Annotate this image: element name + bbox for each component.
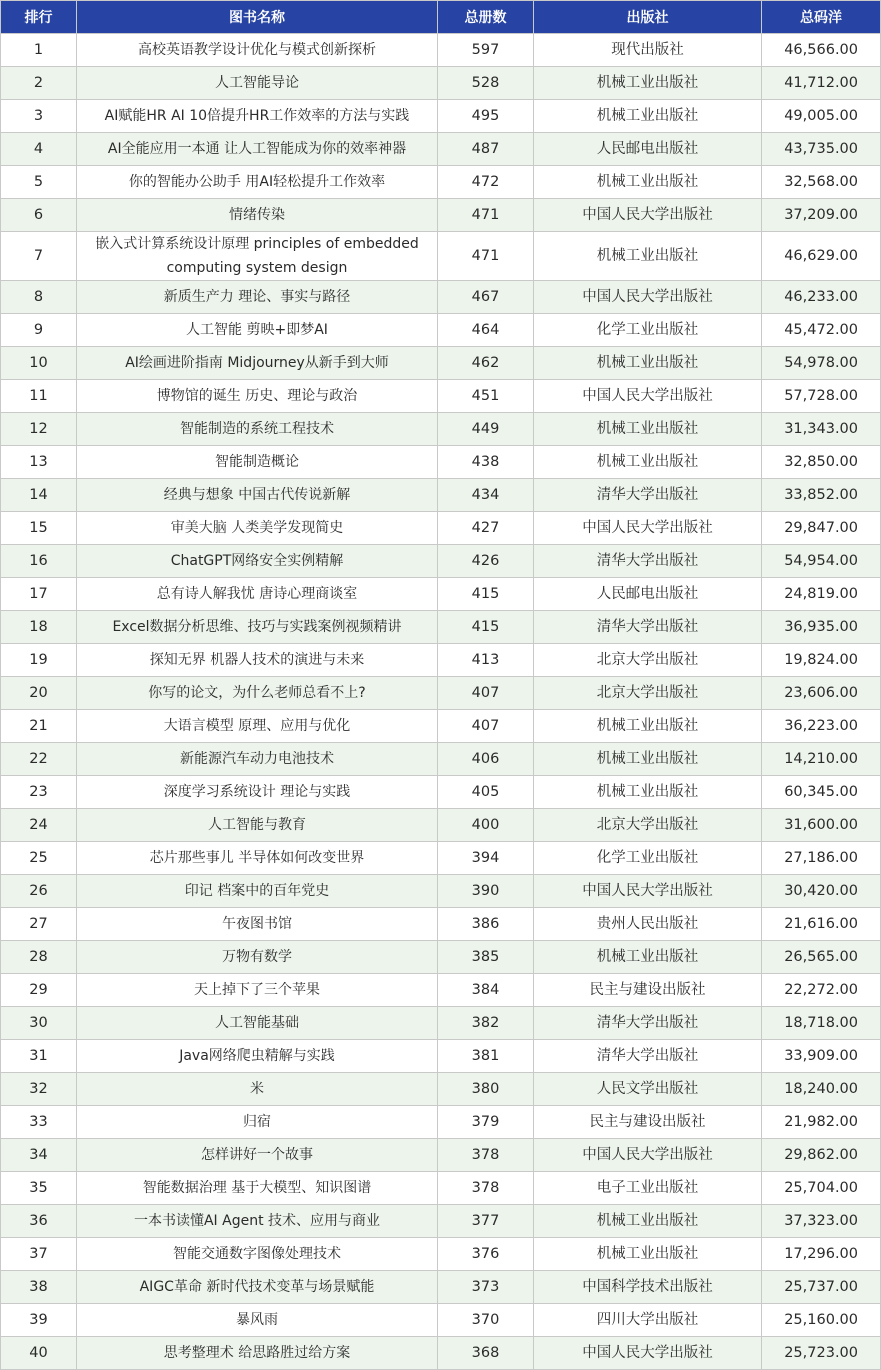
cell-publisher: 机械工业出版社 [534,710,762,743]
cell-title: 审美大脑 人类美学发现简史 [77,512,438,545]
cell-rank: 23 [1,776,77,809]
cell-total-price: 37,209.00 [762,199,881,232]
cell-total-price: 37,323.00 [762,1205,881,1238]
table-row [1,479,881,512]
table-row [1,1271,881,1304]
cell-rank: 40 [1,1337,77,1370]
cell-title: ChatGPT网络安全实例精解 [77,545,438,578]
table-row [1,743,881,776]
cell-title: 智能交通数字图像处理技术 [77,1238,438,1271]
cell-rank: 11 [1,380,77,413]
cell-publisher: 人民文学出版社 [534,1073,762,1106]
cell-title: 人工智能导论 [77,67,438,100]
cell-total-price: 26,565.00 [762,941,881,974]
cell-rank: 15 [1,512,77,545]
cell-publisher: 清华大学出版社 [534,545,762,578]
cell-rank: 22 [1,743,77,776]
cell-volumes: 426 [438,545,534,578]
cell-rank: 38 [1,1271,77,1304]
cell-title: 探知无界 机器人技术的演进与未来 [77,644,438,677]
table-row [1,677,881,710]
cell-publisher: 北京大学出版社 [534,644,762,677]
cell-rank: 1 [1,34,77,67]
table-row [1,67,881,100]
cell-publisher: 人民邮电出版社 [534,578,762,611]
cell-rank: 8 [1,281,77,314]
cell-total-price: 30,420.00 [762,875,881,908]
cell-publisher: 机械工业出版社 [534,743,762,776]
cell-volumes: 379 [438,1106,534,1139]
cell-total-price: 29,847.00 [762,512,881,545]
cell-publisher: 民主与建设出版社 [534,974,762,1007]
cell-total-price: 33,852.00 [762,479,881,512]
cell-publisher: 现代出版社 [534,34,762,67]
table-row [1,1304,881,1337]
cell-volumes: 495 [438,100,534,133]
cell-publisher: 清华大学出版社 [534,1007,762,1040]
cell-publisher: 四川大学出版社 [534,1304,762,1337]
cell-publisher: 机械工业出版社 [534,1238,762,1271]
cell-publisher: 机械工业出版社 [534,941,762,974]
table-row [1,1139,881,1172]
cell-rank: 17 [1,578,77,611]
cell-title: 思考整理术 给思路胜过给方案 [77,1337,438,1370]
cell-title: 智能制造的系统工程技术 [77,413,438,446]
cell-title: 人工智能基础 [77,1007,438,1040]
cell-rank: 31 [1,1040,77,1073]
cell-publisher: 机械工业出版社 [534,166,762,199]
cell-title: 暴风雨 [77,1304,438,1337]
cell-volumes: 378 [438,1139,534,1172]
cell-volumes: 415 [438,578,534,611]
cell-publisher: 机械工业出版社 [534,776,762,809]
cell-publisher: 化学工业出版社 [534,842,762,875]
table-header [1,1,881,34]
table-row [1,710,881,743]
cell-total-price: 43,735.00 [762,133,881,166]
cell-volumes: 373 [438,1271,534,1304]
table-row [1,380,881,413]
cell-title: 智能制造概论 [77,446,438,479]
cell-volumes: 390 [438,875,534,908]
cell-rank: 18 [1,611,77,644]
cell-publisher: 机械工业出版社 [534,446,762,479]
cell-publisher: 中国人民大学出版社 [534,1139,762,1172]
cell-volumes: 378 [438,1172,534,1205]
cell-total-price: 14,210.00 [762,743,881,776]
cell-publisher: 清华大学出版社 [534,611,762,644]
cell-publisher: 北京大学出版社 [534,809,762,842]
cell-volumes: 434 [438,479,534,512]
cell-publisher: 中国人民大学出版社 [534,1337,762,1370]
cell-total-price: 36,935.00 [762,611,881,644]
cell-volumes: 394 [438,842,534,875]
table-row [1,199,881,232]
cell-volumes: 384 [438,974,534,1007]
cell-title: 你写的论文，为什么老师总看不上? [77,677,438,710]
cell-rank: 20 [1,677,77,710]
table-row [1,545,881,578]
table-row [1,133,881,166]
cell-rank: 37 [1,1238,77,1271]
cell-rank: 34 [1,1139,77,1172]
cell-rank: 26 [1,875,77,908]
table-row [1,1040,881,1073]
cell-publisher: 机械工业出版社 [534,232,762,281]
cell-total-price: 32,850.00 [762,446,881,479]
table-row [1,1073,881,1106]
cell-total-price: 27,186.00 [762,842,881,875]
cell-rank: 21 [1,710,77,743]
cell-publisher: 电子工业出版社 [534,1172,762,1205]
table-row [1,611,881,644]
cell-publisher: 中国人民大学出版社 [534,875,762,908]
cell-volumes: 462 [438,347,534,380]
table-row [1,512,881,545]
cell-total-price: 18,240.00 [762,1073,881,1106]
cell-total-price: 23,606.00 [762,677,881,710]
cell-rank: 28 [1,941,77,974]
table-row [1,1172,881,1205]
cell-total-price: 18,718.00 [762,1007,881,1040]
cell-rank: 14 [1,479,77,512]
cell-title: 人工智能与教育 [77,809,438,842]
cell-rank: 25 [1,842,77,875]
cell-title: 你的智能办公助手 用AI轻松提升工作效率 [77,166,438,199]
cell-publisher: 中国人民大学出版社 [534,281,762,314]
cell-volumes: 597 [438,34,534,67]
cell-total-price: 32,568.00 [762,166,881,199]
cell-total-price: 25,737.00 [762,1271,881,1304]
cell-title: 午夜图书馆 [77,908,438,941]
cell-rank: 19 [1,644,77,677]
cell-total-price: 46,566.00 [762,34,881,67]
cell-total-price: 57,728.00 [762,380,881,413]
cell-rank: 33 [1,1106,77,1139]
cell-publisher: 清华大学出版社 [534,479,762,512]
table-body [1,34,881,1370]
cell-publisher: 北京大学出版社 [534,677,762,710]
cell-volumes: 386 [438,908,534,941]
cell-title: 博物馆的诞生 历史、理论与政治 [77,380,438,413]
cell-publisher: 机械工业出版社 [534,413,762,446]
cell-total-price: 21,982.00 [762,1106,881,1139]
cell-total-price: 36,223.00 [762,710,881,743]
cell-volumes: 449 [438,413,534,446]
cell-volumes: 438 [438,446,534,479]
cell-title: 米 [77,1073,438,1106]
cell-volumes: 385 [438,941,534,974]
cell-publisher: 中国人民大学出版社 [534,199,762,232]
table-row [1,100,881,133]
table-row [1,232,881,281]
cell-volumes: 377 [438,1205,534,1238]
cell-title: AI赋能HR AI 10倍提升HR工作效率的方法与实践 [77,100,438,133]
cell-total-price: 46,233.00 [762,281,881,314]
cell-publisher: 中国人民大学出版社 [534,512,762,545]
cell-title: 经典与想象 中国古代传说新解 [77,479,438,512]
cell-total-price: 49,005.00 [762,100,881,133]
cell-title: 大语言模型 原理、应用与优化 [77,710,438,743]
cell-rank: 27 [1,908,77,941]
cell-rank: 16 [1,545,77,578]
table-row [1,1007,881,1040]
cell-title: 总有诗人解我忧 唐诗心理商谈室 [77,578,438,611]
cell-volumes: 380 [438,1073,534,1106]
cell-total-price: 22,272.00 [762,974,881,1007]
table-row [1,809,881,842]
cell-rank: 13 [1,446,77,479]
cell-rank: 36 [1,1205,77,1238]
cell-volumes: 370 [438,1304,534,1337]
table-row [1,347,881,380]
cell-total-price: 54,954.00 [762,545,881,578]
cell-publisher: 机械工业出版社 [534,1205,762,1238]
cell-volumes: 400 [438,809,534,842]
cell-total-price: 25,160.00 [762,1304,881,1337]
cell-total-price: 24,819.00 [762,578,881,611]
table-row [1,776,881,809]
table-row [1,1106,881,1139]
cell-rank: 10 [1,347,77,380]
cell-total-price: 41,712.00 [762,67,881,100]
cell-total-price: 45,472.00 [762,314,881,347]
cell-title: 新质生产力 理论、事实与路径 [77,281,438,314]
cell-publisher: 民主与建设出版社 [534,1106,762,1139]
cell-volumes: 451 [438,380,534,413]
header-rank: 排行 [1,1,77,34]
cell-volumes: 413 [438,644,534,677]
table-row [1,908,881,941]
cell-rank: 12 [1,413,77,446]
cell-title: 印记 档案中的百年党史 [77,875,438,908]
cell-publisher: 人民邮电出版社 [534,133,762,166]
table-row [1,974,881,1007]
cell-total-price: 33,909.00 [762,1040,881,1073]
cell-volumes: 528 [438,67,534,100]
cell-total-price: 21,616.00 [762,908,881,941]
cell-total-price: 17,296.00 [762,1238,881,1271]
table-row [1,34,881,67]
cell-total-price: 25,723.00 [762,1337,881,1370]
cell-volumes: 406 [438,743,534,776]
cell-title: 人工智能 剪映+即梦AI [77,314,438,347]
table-row [1,446,881,479]
cell-volumes: 407 [438,677,534,710]
header-volumes: 总册数 [438,1,534,34]
cell-volumes: 368 [438,1337,534,1370]
cell-rank: 6 [1,199,77,232]
table-row [1,1205,881,1238]
table-row [1,578,881,611]
table-row [1,644,881,677]
cell-rank: 9 [1,314,77,347]
cell-volumes: 405 [438,776,534,809]
cell-total-price: 25,704.00 [762,1172,881,1205]
cell-volumes: 382 [438,1007,534,1040]
cell-total-price: 19,824.00 [762,644,881,677]
cell-title: AI全能应用一本通 让人工智能成为你的效率神器 [77,133,438,166]
cell-title: 一本书读懂AI Agent 技术、应用与商业 [77,1205,438,1238]
cell-publisher: 中国科学技术出版社 [534,1271,762,1304]
cell-title: 天上掉下了三个苹果 [77,974,438,1007]
cell-publisher: 机械工业出版社 [534,100,762,133]
cell-publisher: 化学工业出版社 [534,314,762,347]
table-row [1,281,881,314]
cell-publisher: 机械工业出版社 [534,67,762,100]
cell-rank: 4 [1,133,77,166]
cell-title: 新能源汽车动力电池技术 [77,743,438,776]
header-publisher: 出版社 [534,1,762,34]
cell-volumes: 487 [438,133,534,166]
cell-title: 万物有数学 [77,941,438,974]
cell-rank: 24 [1,809,77,842]
table-row [1,941,881,974]
table-row [1,1238,881,1271]
table-row [1,413,881,446]
cell-rank: 7 [1,232,77,281]
cell-volumes: 381 [438,1040,534,1073]
header-row [1,1,881,34]
cell-total-price: 29,862.00 [762,1139,881,1172]
cell-rank: 39 [1,1304,77,1337]
cell-volumes: 467 [438,281,534,314]
cell-rank: 30 [1,1007,77,1040]
cell-volumes: 464 [438,314,534,347]
cell-volumes: 407 [438,710,534,743]
cell-rank: 35 [1,1172,77,1205]
cell-title: Java网络爬虫精解与实践 [77,1040,438,1073]
cell-publisher: 清华大学出版社 [534,1040,762,1073]
cell-total-price: 31,343.00 [762,413,881,446]
cell-volumes: 472 [438,166,534,199]
cell-volumes: 471 [438,232,534,281]
cell-volumes: 427 [438,512,534,545]
cell-publisher: 贵州人民出版社 [534,908,762,941]
cell-rank: 3 [1,100,77,133]
cell-volumes: 415 [438,611,534,644]
cell-publisher: 中国人民大学出版社 [534,380,762,413]
table-row [1,314,881,347]
cell-title: 情绪传染 [77,199,438,232]
cell-title: 高校英语教学设计优化与模式创新探析 [77,34,438,67]
cell-rank: 2 [1,67,77,100]
header-total-price: 总码洋 [762,1,881,34]
cell-publisher: 机械工业出版社 [534,347,762,380]
cell-rank: 32 [1,1073,77,1106]
cell-title: 深度学习系统设计 理论与实践 [77,776,438,809]
cell-title: 芯片那些事儿 半导体如何改变世界 [77,842,438,875]
cell-total-price: 46,629.00 [762,232,881,281]
cell-volumes: 376 [438,1238,534,1271]
cell-rank: 29 [1,974,77,1007]
table-row [1,166,881,199]
table-row [1,1337,881,1370]
cell-title: 智能数据治理 基于大模型、知识图谱 [77,1172,438,1205]
cell-title: 归宿 [77,1106,438,1139]
cell-rank: 5 [1,166,77,199]
cell-title: 怎样讲好一个故事 [77,1139,438,1172]
table-row [1,842,881,875]
cell-title: AI绘画进阶指南 Midjourney从新手到大师 [77,347,438,380]
cell-title: Excel数据分析思维、技巧与实践案例视频精讲 [77,611,438,644]
cell-volumes: 471 [438,199,534,232]
cell-title: 嵌入式计算系统设计原理 principles of embedded computing system design [77,232,438,281]
cell-total-price: 54,978.00 [762,347,881,380]
cell-total-price: 31,600.00 [762,809,881,842]
header-title: 图书名称 [77,1,438,34]
cell-total-price: 60,345.00 [762,776,881,809]
cell-title: AIGC革命 新时代技术变革与场景赋能 [77,1271,438,1304]
table-row [1,875,881,908]
